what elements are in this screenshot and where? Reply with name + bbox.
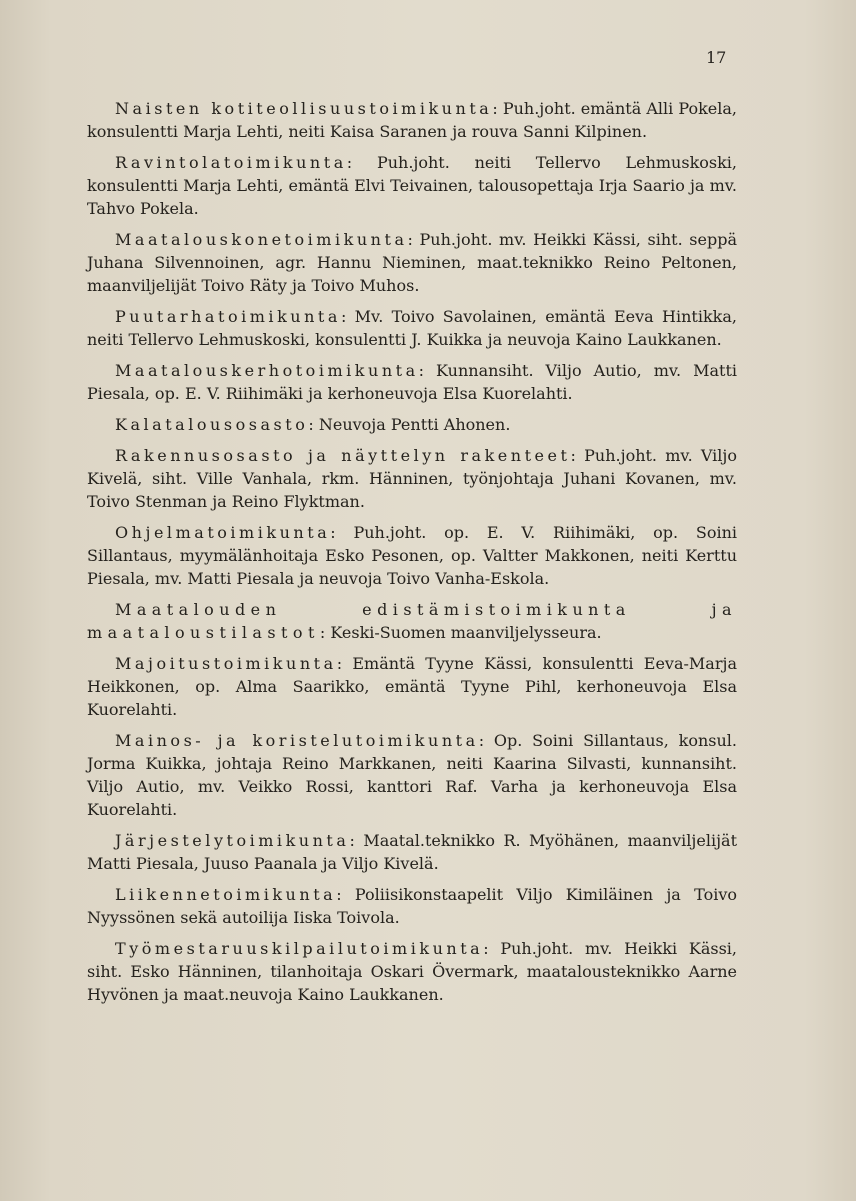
committee-members: Puh.joht. mv. Heikki Kässi, siht. Esko Hänninen, tilanhoitaja Oskari Övermark, maatalousteknikko Aarne Hyvönen ja maat.neuvoja Kaino Laukkanen. <box>87 939 737 1004</box>
committee-heading: Ohjelmatoimikunta <box>115 523 331 542</box>
committee-heading: Työmestaruuskilpailutoimikunta <box>115 939 484 958</box>
committee-entry-ravintola <box>87 151 737 220</box>
committee-entry-rakennus <box>87 444 737 513</box>
committee-entry-naisten-kotiteollisuus <box>87 97 737 143</box>
committee-members: Puh.joht. mv. Viljo Kivelä, siht. Ville Vanhala, rkm. Hänninen, työnjohtaja Juhani Kovanen, mv. Toivo Stenman ja Reino Flyktman. <box>87 446 737 511</box>
committee-heading: Mainos- ja koristelutoimikunta <box>115 731 479 750</box>
committee-members: Maatal.teknikko R. Myöhänen, maanviljelijät Matti Piesala, Juuso Paanala ja Viljo Kivelä. <box>87 831 737 873</box>
committee-heading: Ravintolatoimikunta <box>115 153 347 172</box>
colon: : <box>349 831 364 850</box>
committee-members: Puh.joht. mv. Heikki Kässi, siht. seppä Juhana Silvennoinen, agr. Hannu Nieminen, maat.teknikko Reino Peltonen, maanviljelijät Toivo Räty ja Toivo Muhos. <box>87 230 737 295</box>
committee-heading: Majoitustoimikunta <box>115 654 337 673</box>
committee-heading: Järjestelytoimikunta <box>115 831 350 850</box>
committee-heading: Kalatalousosasto <box>115 415 309 434</box>
colon: : <box>407 230 420 249</box>
committee-entry-maatalouskerho <box>87 359 737 405</box>
committee-members: Keski-Suomen maanviljelysseura. <box>330 623 602 642</box>
committee-members: Emäntä Tyyne Kässi, konsulentti Eeva-Marja Heikkonen, op. Alma Saarikko, emäntä Tyyne Pihl, kerhoneuvoja Elsa Kuorelahti. <box>87 654 737 719</box>
committee-list <box>87 97 737 1014</box>
committee-heading: Rakennusosasto ja näyttelyn rakenteet <box>115 446 571 465</box>
committee-entry-mainos <box>87 729 737 821</box>
committee-entry-kalatalous <box>87 413 737 436</box>
committee-members: Kunnansiht. Viljo Autio, mv. Matti Piesala, op. E. V. Riihimäki ja kerhoneuvoja Elsa Kuorelahti. <box>87 361 737 403</box>
committee-members: Op. Soini Sillantaus, konsul. Jorma Kuikka, johtaja Reino Markkanen, neiti Kaarina Silvasti, kunnansiht. Viljo Autio, mv. Veikko Rossi, kanttori Raf. Varha ja kerhoneuvoja Elsa Kuorelahti. <box>87 731 737 819</box>
colon: : <box>418 361 437 380</box>
committee-entry-ohjelma <box>87 521 737 590</box>
committee-heading: Maatalouskerhotoimikunta <box>115 361 419 380</box>
committee-members: Puh.joht. neiti Tellervo Lehmuskoski, konsulentti Marja Lehti, emäntä Elvi Teivainen, talousopettaja Irja Saario ja mv. Tahvo Pokela. <box>87 153 738 218</box>
page-number: 17 <box>706 48 727 67</box>
colon: : <box>570 446 585 465</box>
committee-members: Mv. Toivo Savolainen, emäntä Eeva Hintikka, neiti Tellervo Lehmuskoski, konsulentti J. Kuikka ja neuvoja Kaino Laukkanen. <box>87 307 737 349</box>
colon: : <box>308 415 319 434</box>
committee-heading: Maatalouden edistämistoimikunta ja maataloustilastot <box>87 600 737 642</box>
committee-heading: Puutarhatoimikunta <box>115 307 341 326</box>
committee-heading: Maatalouskonetoimikunta <box>115 230 408 249</box>
colon: : <box>319 623 331 642</box>
committee-entry-majoitus <box>87 652 737 721</box>
committee-entry-puutarha <box>87 305 737 351</box>
committee-entry-liikenne <box>87 883 737 929</box>
committee-entry-maatalouden-edistaminen <box>87 598 737 644</box>
colon: : <box>340 307 355 326</box>
colon: : <box>330 523 354 542</box>
committee-entry-maatalouskone <box>87 228 737 297</box>
committee-entry-tyomestaruus <box>87 937 737 1006</box>
colon: : <box>336 885 355 904</box>
committee-members: Neuvoja Pentti Ahonen. <box>318 415 511 434</box>
colon: : <box>336 654 353 673</box>
colon: : <box>478 731 494 750</box>
committee-heading: Liikennetoimikunta <box>115 885 337 904</box>
committee-members: Puh.joht. op. E. V. Riihimäki, op. Soini Sillantaus, myymälänhoitaja Esko Pesonen, op. Valtter Makkonen, neiti Kerttu Piesala, mv. Matti Piesala ja neuvoja Toivo Vanha-Eskola. <box>87 523 737 588</box>
colon: : <box>492 99 503 118</box>
colon: : <box>346 153 377 172</box>
committee-members: Poliisikonstaapelit Viljo Kimiläinen ja Toivo Nyyssönen sekä autoilija Iiska Toivola. <box>87 885 737 927</box>
colon: : <box>483 939 501 958</box>
committee-members: Puh.joht. emäntä Alli Pokela, konsulentti Marja Lehti, neiti Kaisa Saranen ja rouva Sanni Kilpinen. <box>87 99 737 141</box>
committee-heading: Naisten kotiteollisuustoimikunta <box>115 99 493 118</box>
committee-entry-jarjestely <box>87 829 737 875</box>
